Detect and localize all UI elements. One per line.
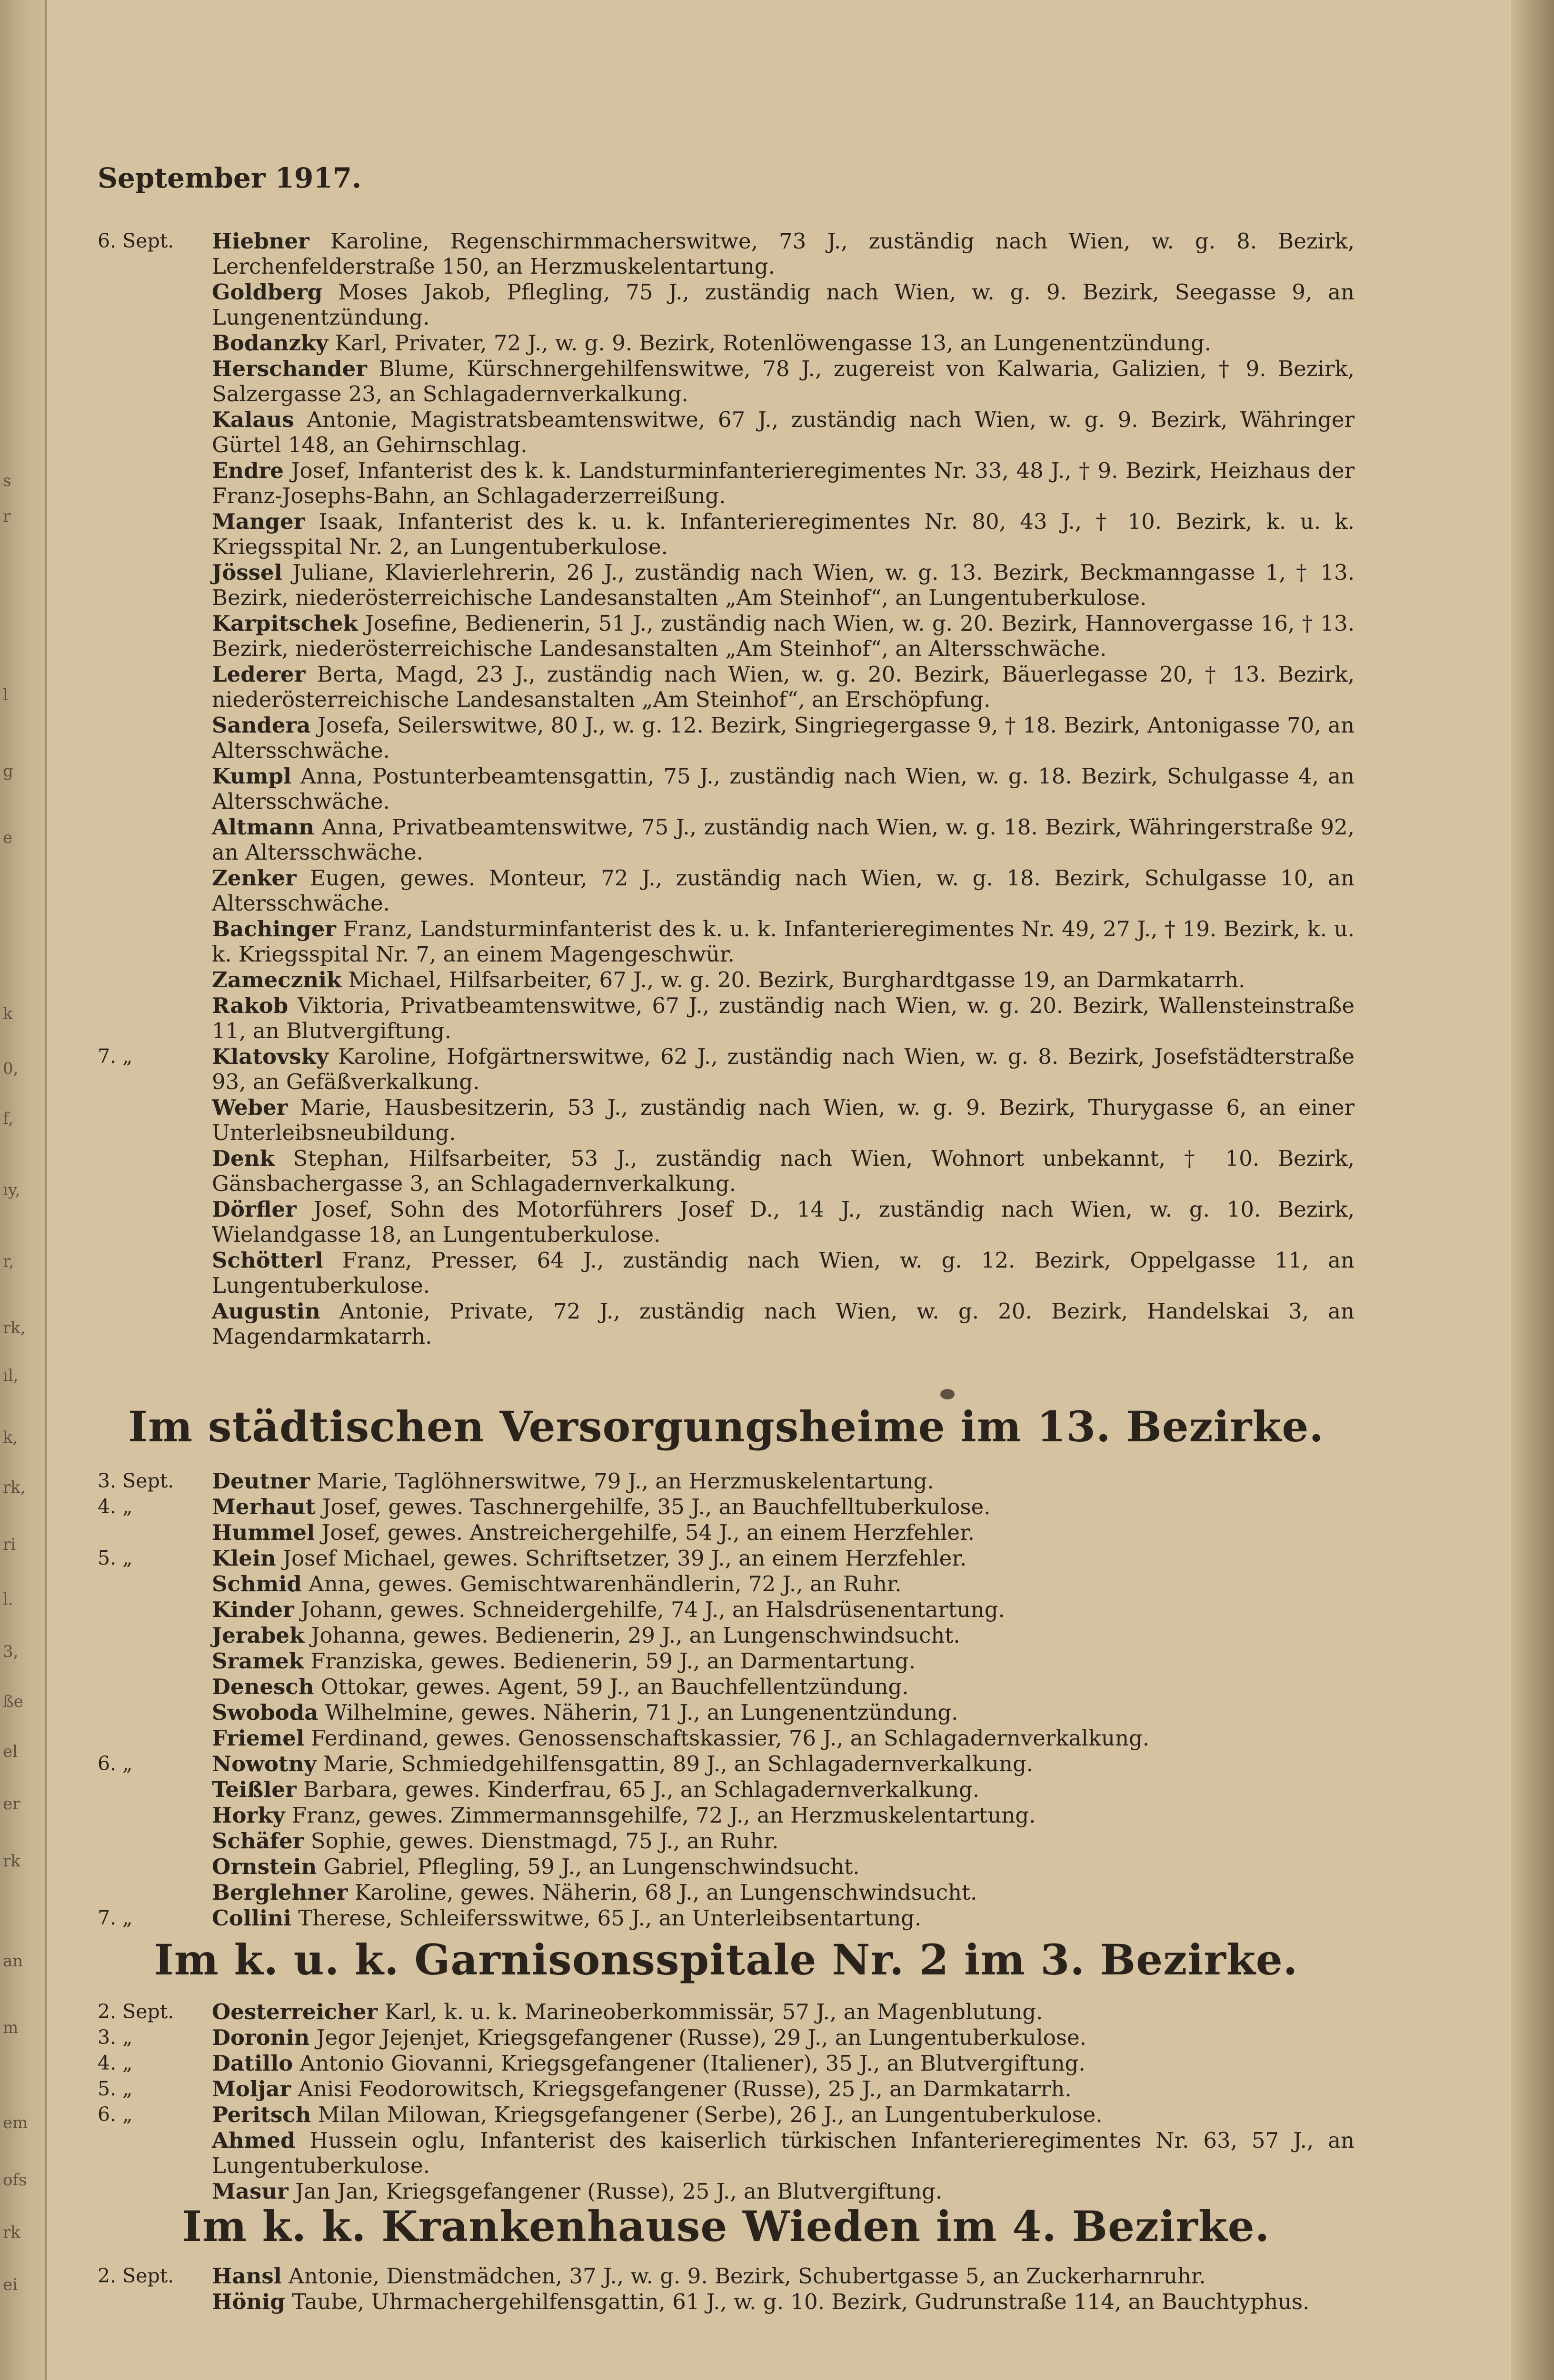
entry-surname: Swoboda bbox=[212, 1700, 319, 1725]
death-entry bbox=[98, 814, 1355, 865]
entry-surname: Endre bbox=[212, 458, 284, 483]
entry-details: Antonio Giovanni, Kriegsgefangener (Italiener), 35 J., an Blutvergiftung. bbox=[299, 2051, 1086, 2076]
entry-body bbox=[212, 2263, 1355, 2289]
death-entry bbox=[98, 279, 1355, 330]
entry-body bbox=[212, 2289, 1355, 2314]
entry-details: Karoline, Regenschirmmacherswitwe, 73 J., zuständig nach Wien, w. g. 8. Bezirk, Lerchenfelderstraße 150, an Herzmuskelentartung. bbox=[212, 228, 1355, 279]
section-deaths-list bbox=[98, 228, 1355, 1349]
death-entry bbox=[98, 916, 1355, 967]
entry-details: Franz, Presser, 64 J., zuständig nach Wien, w. g. 12. Bezirk, Oppelgasse 11, an Lungentuberkulose. bbox=[212, 1248, 1355, 1298]
death-entry bbox=[98, 356, 1355, 407]
death-entry bbox=[98, 458, 1355, 508]
entry-body bbox=[212, 1700, 1355, 1725]
entry-details: Hussein oglu, Infanterist des kaiserlich türkischen Infanterieregimentes Nr. 63, 57 J., an Lungentuberkulose. bbox=[212, 2128, 1355, 2178]
entry-surname: Moljar bbox=[212, 2076, 291, 2102]
entry-surname: Horky bbox=[212, 1803, 285, 1828]
entry-details: Franz, Landsturminfanterist des k. u. k. Infanterieregimentes Nr. 49, 27 J., † 19. Bezirk, k. u. k. Kriegsspital Nr. 7, an einem Magengeschwür. bbox=[212, 916, 1355, 967]
entry-surname: Weber bbox=[212, 1095, 288, 1120]
death-entry bbox=[98, 1854, 1355, 1879]
death-entry bbox=[98, 1777, 1355, 1802]
margin-fragment: 3, bbox=[3, 1642, 19, 1661]
entry-surname: Jerabek bbox=[212, 1623, 305, 1648]
death-entry bbox=[98, 509, 1355, 559]
entry-details: Barbara, gewes. Kinderfrau, 65 J., an Schlagadernverkalkung. bbox=[303, 1777, 980, 1802]
entry-details: Anisi Feodorowitsch, Kriegsgefangener (Russe), 25 J., an Darmkatarrh. bbox=[298, 2076, 1072, 2102]
entry-body bbox=[212, 1803, 1355, 1828]
entry-surname: Doronin bbox=[212, 2025, 310, 2050]
entry-surname: Hönig bbox=[212, 2289, 285, 2314]
entry-surname: Goldberg bbox=[212, 279, 323, 305]
entry-surname: Kumpl bbox=[212, 764, 292, 789]
entry-body bbox=[212, 1880, 1355, 1905]
margin-fragment: r, bbox=[3, 1252, 14, 1271]
entry-surname: Teißler bbox=[212, 1777, 297, 1802]
entry-body bbox=[212, 509, 1355, 559]
page-header: September 1917. bbox=[98, 162, 362, 194]
death-entry bbox=[98, 1999, 1355, 2024]
entry-body bbox=[212, 228, 1355, 279]
entry-body bbox=[212, 713, 1355, 763]
entry-surname: Herschander bbox=[212, 356, 367, 381]
margin-fragment: an bbox=[3, 1952, 23, 1971]
entry-details: Stephan, Hilfsarbeiter, 53 J., zuständig nach Wien, Wohnort unbekannt, † 10. Bezirk, Gänsbachergasse 3, an Schlagadernverkalkung. bbox=[212, 1146, 1355, 1196]
entry-body bbox=[212, 2051, 1355, 2076]
entry-surname: Denesch bbox=[212, 1674, 314, 1699]
entry-surname: Sramek bbox=[212, 1648, 304, 1674]
ink-smudge bbox=[940, 1389, 955, 1399]
entry-date: 5. „ bbox=[98, 2077, 133, 2100]
entry-details: Josefine, Bedienerin, 51 J., zuständig nach Wien, w. g. 20. Bezirk, Hannovergasse 16, † 13. Bezirk, niederösterreichische Landesanstalten „Am Steinhof“, an Altersschwäche. bbox=[212, 611, 1355, 661]
entry-date: 7. „ bbox=[98, 1045, 133, 1068]
margin-fragment: ri bbox=[3, 1535, 16, 1554]
entry-body bbox=[212, 1828, 1355, 1854]
entry-date: 6. „ bbox=[98, 1752, 133, 1775]
margin-fragment: ei bbox=[3, 2275, 18, 2294]
entry-surname: Zenker bbox=[212, 865, 297, 891]
entry-body bbox=[212, 279, 1355, 330]
death-entry bbox=[98, 1597, 1355, 1622]
entry-details: Josef, Infanterist des k. k. Landsturminfanterieregimentes Nr. 33, 48 J., † 9. Bezirk, Heizhaus der Franz-Josephs-Bahn, an Schlagaderzerreißung. bbox=[212, 458, 1355, 508]
entry-date: 7. „ bbox=[98, 1906, 133, 1929]
death-entry bbox=[98, 967, 1355, 992]
death-entry bbox=[98, 560, 1355, 610]
entry-body bbox=[212, 2179, 1355, 2204]
margin-fragment: rk bbox=[3, 2223, 20, 2242]
entry-surname: Sandera bbox=[212, 713, 311, 738]
entry-details: Franziska, gewes. Bedienerin, 59 J., an Darmentartung. bbox=[310, 1648, 916, 1674]
entry-details: Eugen, gewes. Monteur, 72 J., zuständig nach Wien, w. g. 18. Bezirk, Schulgasse 10, an Altersschwäche. bbox=[212, 865, 1355, 916]
entry-details: Karl, k. u. k. Marineoberkommissär, 57 J., an Magenblutung. bbox=[384, 1999, 1043, 2024]
entry-details: Josef, gewes. Taschnergehilfe, 35 J., an Bauchfelltuberkulose. bbox=[322, 1494, 991, 1519]
entry-body bbox=[212, 407, 1355, 457]
entry-body bbox=[212, 1248, 1355, 1298]
death-entry bbox=[98, 1546, 1355, 1571]
margin-fragment: ıl, bbox=[3, 1366, 19, 1385]
margin-fragment: l bbox=[3, 685, 8, 704]
entry-surname: Manger bbox=[212, 509, 305, 534]
book-spine bbox=[0, 0, 47, 2380]
entry-body bbox=[212, 1197, 1355, 1247]
entry-surname: Schmid bbox=[212, 1571, 302, 1597]
entry-body bbox=[212, 662, 1355, 712]
entry-body bbox=[212, 1854, 1355, 1879]
section-versorgungsheim bbox=[98, 1468, 1355, 1931]
death-entry bbox=[98, 2076, 1355, 2102]
entry-details: Viktoria, Privatbeamtenswitwe, 67 J., zuständig nach Wien, w. g. 20. Bezirk, Wallensteinstraße 11, an Blutvergiftung. bbox=[212, 993, 1355, 1043]
entry-surname: Jössel bbox=[212, 560, 282, 585]
entry-date: 2. Sept. bbox=[98, 2264, 174, 2287]
entry-body bbox=[212, 458, 1355, 508]
entry-body bbox=[212, 2128, 1355, 2178]
entry-details: Anna, Privatbeamtenswitwe, 75 J., zuständig nach Wien, w. g. 18. Bezirk, Währingerstraße 92, an Altersschwäche. bbox=[212, 814, 1355, 865]
entry-surname: Schäfer bbox=[212, 1828, 304, 1854]
entry-body bbox=[212, 865, 1355, 916]
entry-surname: Nowotny bbox=[212, 1751, 317, 1776]
entry-body bbox=[212, 1905, 1355, 1931]
entry-body bbox=[212, 1146, 1355, 1196]
death-entry bbox=[98, 1044, 1355, 1094]
entry-surname: Bodanzky bbox=[212, 330, 329, 356]
entry-body bbox=[212, 356, 1355, 407]
entry-details: Ottokar, gewes. Agent, 59 J., an Bauchfellentzündung. bbox=[320, 1674, 909, 1699]
death-entry bbox=[98, 662, 1355, 712]
margin-fragment: rk, bbox=[3, 1319, 26, 1338]
death-entry bbox=[98, 2128, 1355, 2178]
entry-body bbox=[212, 1648, 1355, 1674]
entry-date: 6. „ bbox=[98, 2103, 133, 2126]
entry-surname: Bachinger bbox=[212, 916, 336, 942]
entry-details: Anna, Postunterbeamtensgattin, 75 J., zuständig nach Wien, w. g. 18. Bezirk, Schulgasse 4, an Altersschwäche. bbox=[212, 764, 1355, 814]
entry-body bbox=[212, 1999, 1355, 2024]
death-entry bbox=[98, 1468, 1355, 1494]
death-entry bbox=[98, 2263, 1355, 2289]
section-krankenhaus-wieden bbox=[98, 2263, 1355, 2315]
entry-details: Josef, Sohn des Motorführers Josef D., 14 J., zuständig nach Wien, w. g. 10. Bezirk, Wielandgasse 18, an Lungentuberkulose. bbox=[212, 1197, 1355, 1247]
entry-surname: Friemel bbox=[212, 1726, 304, 1751]
death-entry bbox=[98, 611, 1355, 661]
entry-surname: Karpitschek bbox=[212, 611, 358, 636]
margin-fragment: el bbox=[3, 1742, 18, 1761]
margin-fragment: er bbox=[3, 1795, 20, 1814]
entry-date: 6. Sept. bbox=[98, 229, 174, 252]
entry-body bbox=[212, 967, 1355, 992]
entry-body bbox=[212, 1299, 1355, 1349]
entry-date: 2. Sept. bbox=[98, 2000, 174, 2023]
death-entry bbox=[98, 713, 1355, 763]
page-edge bbox=[1511, 0, 1554, 2380]
entry-details: Moses Jakob, Pflegling, 75 J., zuständig nach Wien, w. g. 9. Bezirk, Seegasse 9, an Lungenentzündung. bbox=[212, 279, 1355, 330]
death-entry bbox=[98, 2179, 1355, 2204]
entry-date: 3. Sept. bbox=[98, 1469, 174, 1492]
entry-surname: Merhaut bbox=[212, 1494, 316, 1519]
death-entry bbox=[98, 228, 1355, 279]
entry-body bbox=[212, 330, 1355, 356]
entry-surname: Hansl bbox=[212, 2263, 282, 2289]
entry-details: Gabriel, Pflegling, 59 J., an Lungenschwindsucht. bbox=[323, 1854, 860, 1879]
entry-surname: Hummel bbox=[212, 1520, 315, 1545]
entry-body bbox=[212, 916, 1355, 967]
death-entry bbox=[98, 1700, 1355, 1725]
entry-surname: Ornstein bbox=[212, 1854, 317, 1879]
entry-body bbox=[212, 1674, 1355, 1699]
death-entry bbox=[98, 330, 1355, 356]
entry-body bbox=[212, 1520, 1355, 1545]
entry-details: Antonie, Magistratsbeamtenswitwe, 67 J., zuständig nach Wien, w. g. 9. Bezirk, Währinger Gürtel 148, an Gehirnschlag. bbox=[212, 407, 1355, 457]
entry-date: 4. „ bbox=[98, 2052, 133, 2074]
entry-date: 4. „ bbox=[98, 1495, 133, 1518]
death-entry bbox=[98, 2102, 1355, 2127]
entry-body bbox=[212, 1623, 1355, 1648]
entry-body bbox=[212, 1044, 1355, 1094]
margin-fragment: f, bbox=[3, 1109, 14, 1128]
margin-fragment: r bbox=[3, 507, 11, 526]
entry-details: Isaak, Infanterist des k. u. k. Infanterieregimentes Nr. 80, 43 J., † 10. Bezirk, k. u. k. Kriegsspital Nr. 2, an Lungentuberkulose. bbox=[212, 509, 1355, 559]
entry-details: Milan Milowan, Kriegsgefangener (Serbe), 26 J., an Lungentuberkulose. bbox=[318, 2102, 1103, 2127]
death-entry bbox=[98, 1095, 1355, 1145]
entry-details: Karl, Privater, 72 J., w. g. 9. Bezirk, Rotenlöwengasse 13, an Lungenentzündung. bbox=[335, 330, 1212, 356]
death-entry bbox=[98, 1674, 1355, 1699]
entry-surname: Berglehner bbox=[212, 1880, 348, 1905]
entry-surname: Ahmed bbox=[212, 2128, 296, 2153]
entry-surname: Oesterreicher bbox=[212, 1999, 378, 2024]
death-entry bbox=[98, 1520, 1355, 1545]
entry-surname: Denk bbox=[212, 1146, 275, 1171]
entry-details: Johanna, gewes. Bedienerin, 29 J., an Lungenschwindsucht. bbox=[311, 1623, 960, 1648]
entry-body bbox=[212, 1777, 1355, 1802]
entry-body bbox=[212, 611, 1355, 661]
death-entry bbox=[98, 2289, 1355, 2314]
death-entry bbox=[98, 1494, 1355, 1519]
entry-surname: Rakob bbox=[212, 993, 289, 1018]
entry-details: Marie, Taglöhnerswitwe, 79 J., an Herzmuskelentartung. bbox=[317, 1468, 934, 1494]
entry-details: Michael, Hilfsarbeiter, 67 J., w. g. 20. Bezirk, Burghardtgasse 19, an Darmkatarrh. bbox=[348, 967, 1245, 992]
entry-body bbox=[212, 993, 1355, 1043]
margin-fragment: m bbox=[3, 2018, 19, 2037]
entry-body bbox=[212, 1597, 1355, 1622]
death-entry bbox=[98, 865, 1355, 916]
entry-body bbox=[212, 2102, 1355, 2127]
death-entry bbox=[98, 1751, 1355, 1776]
margin-fragment: ıy, bbox=[3, 1180, 20, 1200]
entry-date: 3. „ bbox=[98, 2026, 133, 2049]
entry-details: Ferdinand, gewes. Genossenschaftskassier, 76 J., an Schlagadernverkalkung. bbox=[311, 1726, 1150, 1751]
death-entry bbox=[98, 1248, 1355, 1298]
entry-details: Taube, Uhrmachergehilfensgattin, 61 J., w. g. 10. Bezirk, Gudrunstraße 114, an Bauchtyphus. bbox=[292, 2289, 1310, 2314]
death-entry bbox=[98, 1197, 1355, 1247]
entry-surname: Zamecznik bbox=[212, 967, 342, 992]
entry-surname: Collini bbox=[212, 1905, 291, 1931]
entry-surname: Augustin bbox=[212, 1299, 320, 1324]
entry-surname: Kalaus bbox=[212, 407, 294, 432]
entry-body bbox=[212, 2076, 1355, 2102]
death-entry bbox=[98, 1571, 1355, 1597]
margin-fragment: em bbox=[3, 2113, 28, 2132]
entry-date: 5. „ bbox=[98, 1547, 133, 1569]
entry-body bbox=[212, 2025, 1355, 2050]
entry-details: Berta, Magd, 23 J., zuständig nach Wien, w. g. 20. Bezirk, Bäuerlegasse 20, † 13. Bezirk, niederösterreichische Landesanstalten „Am Steinhof“, an Erschöpfung. bbox=[212, 662, 1355, 712]
entry-details: Antonie, Dienstmädchen, 37 J., w. g. 9. Bezirk, Schubertgasse 5, an Zuckerharnruhr. bbox=[289, 2263, 1206, 2289]
margin-fragment: ofs bbox=[3, 2171, 27, 2190]
entry-body bbox=[212, 1494, 1355, 1519]
death-entry bbox=[98, 1828, 1355, 1854]
entry-body bbox=[212, 1751, 1355, 1776]
death-entry bbox=[98, 1726, 1355, 1751]
margin-fragment: k bbox=[3, 1004, 13, 1023]
death-entry bbox=[98, 1299, 1355, 1349]
entry-surname: Klein bbox=[212, 1546, 276, 1571]
entry-details: Blume, Kürschnergehilfenswitwe, 78 J., zugereist von Kalwaria, Galizien, † 9. Bezirk, Salzergasse 23, an Schlagadernverkalkung. bbox=[212, 356, 1355, 407]
entry-body bbox=[212, 1468, 1355, 1494]
entry-body bbox=[212, 1095, 1355, 1145]
death-entry bbox=[98, 407, 1355, 457]
entry-details: Marie, Schmiedgehilfensgattin, 89 J., an Schlagadernverkalkung. bbox=[323, 1751, 1034, 1776]
section-heading-krankenhaus-wieden: Im k. k. Krankenhause Wieden im 4. Bezirke. bbox=[182, 2202, 1270, 2251]
entry-body bbox=[212, 814, 1355, 865]
death-entry bbox=[98, 1648, 1355, 1674]
section-heading-garnisonsspital: Im k. u. k. Garnisonsspitale Nr. 2 im 3. Bezirke. bbox=[154, 1935, 1298, 1984]
entry-details: Jegor Jejenjet, Kriegsgefangener (Russe), 29 J., an Lungentuberkulose. bbox=[316, 2025, 1086, 2050]
death-entry bbox=[98, 1880, 1355, 1905]
entry-details: Marie, Hausbesitzerin, 53 J., zuständig nach Wien, w. g. 9. Bezirk, Thurygasse 6, an einer Unterleibsneubildung. bbox=[212, 1095, 1355, 1145]
margin-fragment: l. bbox=[3, 1590, 13, 1609]
entry-surname: Deutner bbox=[212, 1468, 310, 1494]
entry-surname: Peritsch bbox=[212, 2102, 311, 2127]
entry-details: Franz, gewes. Zimmermannsgehilfe, 72 J., an Herzmuskelentartung. bbox=[291, 1803, 1036, 1828]
entry-details: Josef, gewes. Anstreichergehilfe, 54 J., an einem Herzfehler. bbox=[321, 1520, 975, 1545]
entry-details: Anna, gewes. Gemischtwarenhändlerin, 72 J., an Ruhr. bbox=[309, 1571, 902, 1597]
entry-details: Karoline, Hofgärtnerswitwe, 62 J., zuständig nach Wien, w. g. 8. Bezirk, Josefstädterstraße 93, an Gefäßverkalkung. bbox=[212, 1044, 1355, 1094]
entry-surname: Altmann bbox=[212, 814, 315, 840]
death-entry bbox=[98, 1905, 1355, 1931]
entry-details: Josefa, Seilerswitwe, 80 J., w. g. 12. Bezirk, Singriegergasse 9, † 18. Bezirk, Antonigasse 70, an Altersschwäche. bbox=[212, 713, 1355, 763]
margin-fragment: k, bbox=[3, 1428, 18, 1447]
death-entry bbox=[98, 1623, 1355, 1648]
margin-fragment: g bbox=[3, 762, 13, 781]
section-garnisonsspital bbox=[98, 1999, 1355, 2204]
entry-details: Juliane, Klavierlehrerin, 26 J., zuständig nach Wien, w. g. 13. Bezirk, Beckmanngasse 1, † 13. Bezirk, niederösterreichische Landesanstalten „Am Steinhof“, an Lungentuberkulose. bbox=[212, 560, 1355, 610]
entry-details: Antonie, Private, 72 J., zuständig nach Wien, w. g. 20. Bezirk, Handelskai 3, an Magendarmkatarrh. bbox=[212, 1299, 1355, 1349]
entry-details: Jan Jan, Kriegsgefangener (Russe), 25 J., an Blutvergiftung. bbox=[295, 2179, 943, 2204]
margin-fragment: s bbox=[3, 471, 11, 490]
death-entry bbox=[98, 2025, 1355, 2050]
entry-surname: Klatovsky bbox=[212, 1044, 329, 1069]
entry-surname: Hiebner bbox=[212, 228, 309, 254]
entry-details: Karoline, gewes. Näherin, 68 J., an Lungenschwindsucht. bbox=[354, 1880, 977, 1905]
death-entry bbox=[98, 1146, 1355, 1196]
margin-fragment: ße bbox=[3, 1692, 23, 1711]
death-entry bbox=[98, 2051, 1355, 2076]
entry-surname: Kinder bbox=[212, 1597, 294, 1622]
death-entry bbox=[98, 764, 1355, 814]
entry-surname: Dörfler bbox=[212, 1197, 297, 1222]
death-entry bbox=[98, 993, 1355, 1043]
entry-surname: Datillo bbox=[212, 2051, 293, 2076]
margin-fragment: rk, bbox=[3, 1478, 26, 1497]
entry-body bbox=[212, 1571, 1355, 1597]
entry-details: Therese, Schleifersswitwe, 65 J., an Unterleibsentartung. bbox=[298, 1905, 922, 1931]
entry-body bbox=[212, 560, 1355, 610]
entry-body bbox=[212, 1726, 1355, 1751]
entry-details: Sophie, gewes. Dienstmagd, 75 J., an Ruhr. bbox=[310, 1828, 779, 1854]
entry-surname: Masur bbox=[212, 2179, 289, 2204]
margin-fragment: 0, bbox=[3, 1059, 19, 1078]
death-entry bbox=[98, 1803, 1355, 1828]
document-page bbox=[98, 0, 1355, 2380]
entry-body bbox=[212, 764, 1355, 814]
entry-details: Josef Michael, gewes. Schriftsetzer, 39 J., an einem Herzfehler. bbox=[282, 1546, 967, 1571]
entry-details: Johann, gewes. Schneidergehilfe, 74 J., an Halsdrüsenentartung. bbox=[301, 1597, 1005, 1622]
entry-body bbox=[212, 1546, 1355, 1571]
entry-surname: Lederer bbox=[212, 662, 306, 687]
margin-fragment: rk bbox=[3, 1852, 20, 1871]
entry-surname: Schötterl bbox=[212, 1248, 323, 1273]
section-heading-versorgungsheim: Im städtischen Versorgungsheime im 13. Bezirke. bbox=[128, 1402, 1324, 1451]
entry-details: Wilhelmine, gewes. Näherin, 71 J., an Lungenentzündung. bbox=[325, 1700, 958, 1725]
margin-fragment: e bbox=[3, 828, 13, 847]
